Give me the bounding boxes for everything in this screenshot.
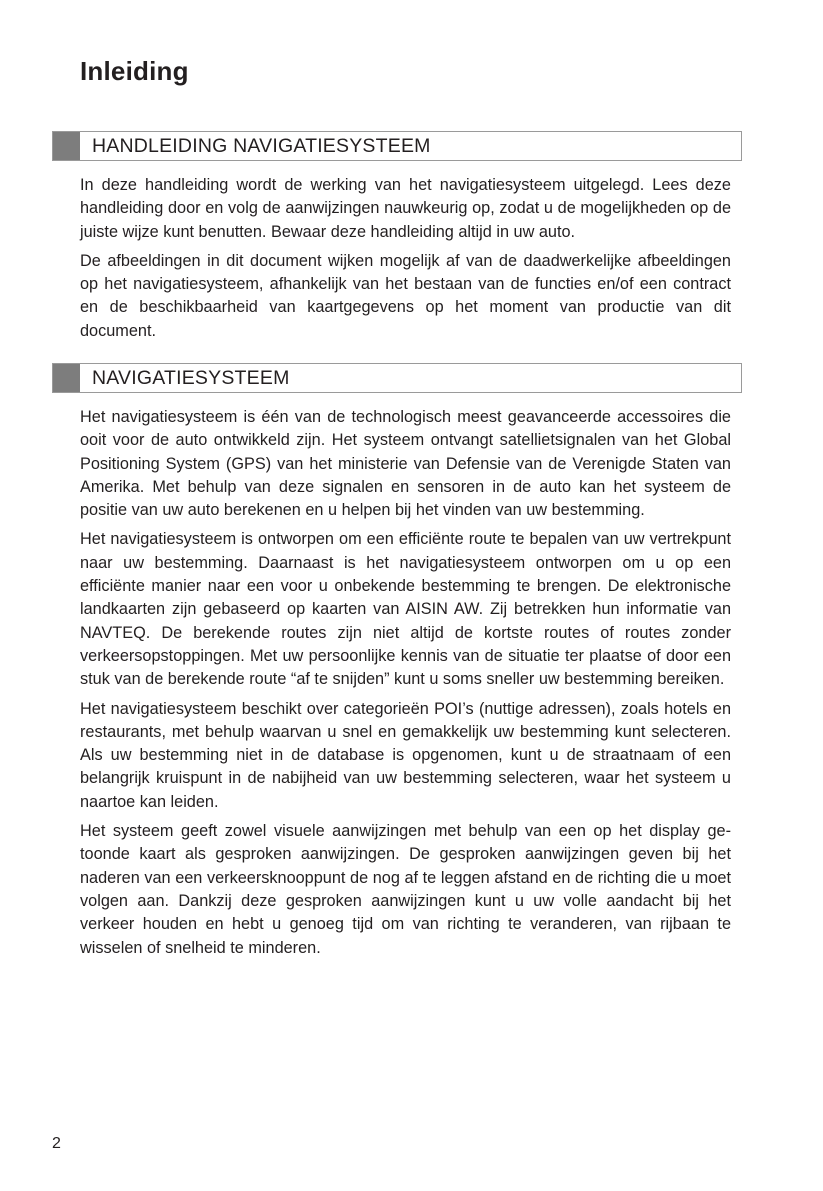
paragraph: Het systeem geeft zowel visuele aanwijzingen met behulp van een op het display getoonde kaart als gesproken aanwijzingen. De gesproken aanwijzingen geven bij het naderen van een verkeersknooppunt de nog af te leggen afstand en de richting die u moet volgen aan. Dankzij deze gesproken aanwijzingen kunt u uw volle aandacht bij het verkeer houden en hebt u genoeg tijd om van richting te veranderen, van rijbaan te wisselen of snelheid te minderen. <box>80 822 731 957</box>
section-marker <box>53 364 80 392</box>
section-header-navigatiesysteem <box>52 363 742 393</box>
section-header-handleiding <box>52 131 742 161</box>
page-title: Inleiding <box>80 56 189 86</box>
page-number: 2 <box>52 1135 61 1152</box>
section-body-handleiding <box>80 174 731 349</box>
section-heading: HANDLEIDING NAVIGATIESYSTEEM <box>92 134 431 157</box>
section-body-navigatiesysteem <box>80 406 731 966</box>
paragraph: De afbeeldingen in dit document wijken mogelijk af van de daadwerkelijke afbeeldingen op het navigatiesysteem, afhankelijk van het bestaan van de functies en/of een contract en de beschikbaarheid van kaartgegevens op het moment van productie van dit document. <box>80 251 731 340</box>
paragraph: In deze handleiding wordt de werking van het navigatiesysteem uitgelegd. Lees deze handleiding door en volg de aanwijzingen nauwkeurig op, zodat u de mogelijkheden op de juiste wijze kunt benutten. Bewaar deze handleiding altijd in uw auto. <box>80 176 731 241</box>
paragraph: Het navigatiesysteem is één van de technologisch meest geavanceerde accessoires die ooit voor de auto ontwikkeld zijn. Het systeem ontvangt satellietsignalen van het Global Positioning System (GPS) van het ministerie van Defensie van de Verenigde Staten van Amerika. Met behulp van deze signalen en sensoren in de auto kan het systeem de positie van uw auto berekenen en u helpen bij het vinden van uw bestemming. <box>80 408 731 520</box>
section-heading: NAVIGATIESYSTEEM <box>92 366 290 389</box>
section-marker <box>53 132 80 160</box>
paragraph: Het navigatiesysteem is ontworpen om een efficiënte route te bepalen van uw vertrekpunt naar uw bestemming. Daarnaast is het navigatiesysteem ontworpen om u op een efficiënte manier naar een voor u onbekende bestemming te brengen. De elektronische landkaarten zijn gebaseerd op kaarten van AISIN AW. Zij betrekken hun informatie van NAVTEQ. De berekende routes zijn niet altijd de kortste routes of routes zonder verkeersopstoppingen. Met uw persoonlijke kennis van de situatie ter plaatse of door een stuk van de berekende route “af te snijden” kunt u soms sneller uw bestemming bereiken. <box>80 530 731 689</box>
paragraph: Het navigatiesysteem beschikt over categorieën POI’s (nuttige adressen), zoals hotels en restaurants, met behulp waarvan u snel en gemakkelijk uw bestemming kunt selecteren. Als uw bestemming niet in de database is opgenomen, kunt u de straatnaam of een belangrijk kruispunt in de nabijheid van uw bestemming selecteren, waar het systeem u naartoe kan leiden. <box>80 699 731 811</box>
